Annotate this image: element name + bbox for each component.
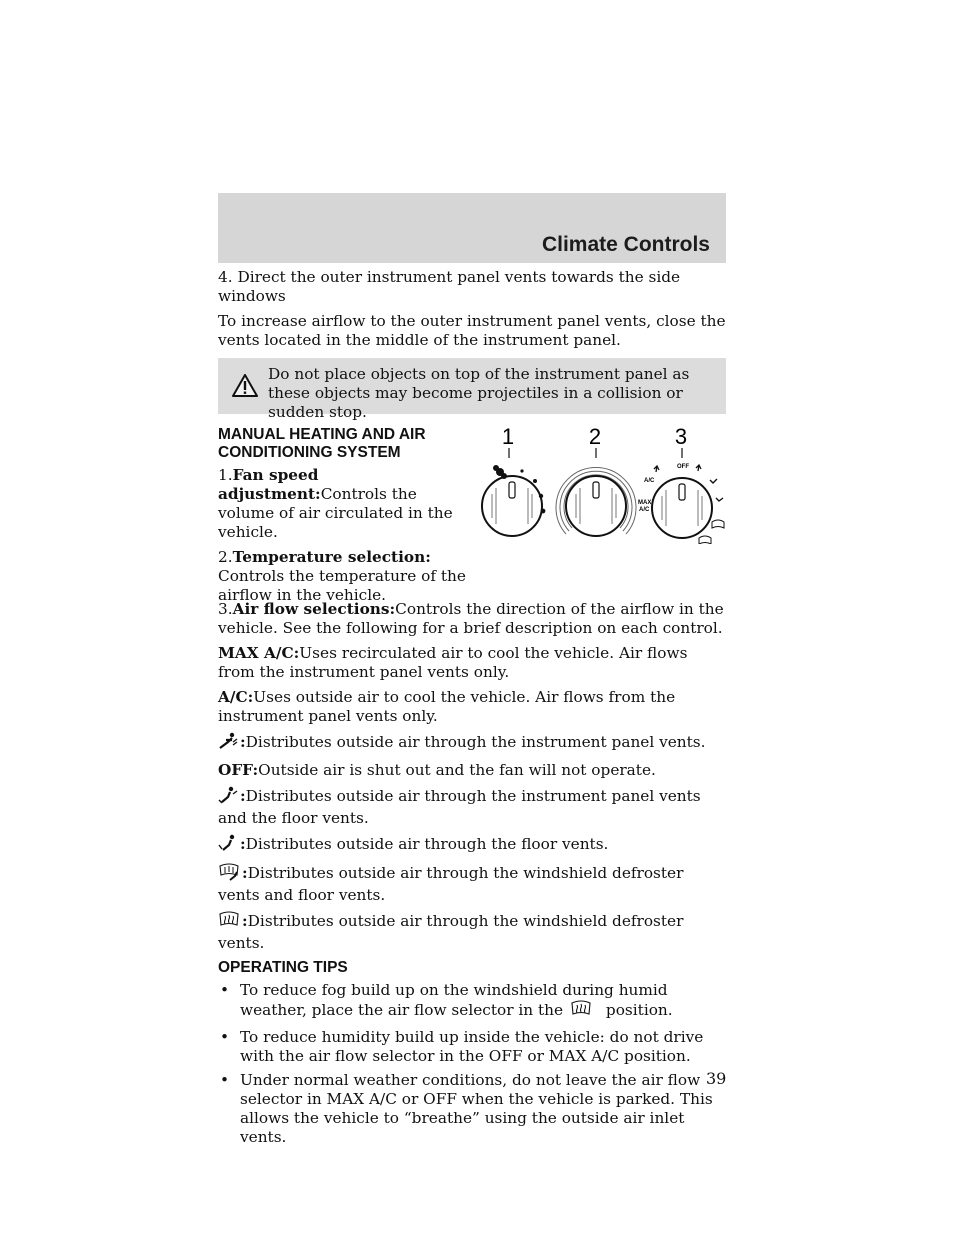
fan-icon	[493, 465, 507, 479]
warning-text: Do not place objects on top of the instrument panel as these objects may become projectiles in a collision or sudden stop.	[268, 365, 690, 421]
knob-callout-2	[589, 424, 601, 458]
mode-panel-floor: :Distributes outside air through the instrument panel vents and the floor vents.	[218, 787, 701, 827]
section-header-band	[218, 193, 726, 263]
tip-item-1: • To reduce fog build up on the windshield during humid weather, place the air flow selector in the position.	[218, 981, 726, 1023]
control-item-2: 2.Temperature selection: Controls the temperature of the airflow in the vehicle.	[218, 548, 466, 604]
warning-triangle-icon	[232, 374, 258, 401]
airflow-selector-knob	[638, 464, 724, 544]
svg-text:3: 3	[674, 424, 688, 449]
floor-vent-icon	[218, 834, 238, 857]
bullet-icon: •	[220, 1071, 230, 1089]
mode-max-ac: MAX A/C:Uses recirculated air to cool the vehicle. Air flows from the instrument panel vents only.	[218, 644, 688, 681]
operating-tips-list	[218, 981, 726, 1147]
control-item-1: 1.Fan speed adjustment:Controls the volume of air circulated in the vehicle.	[218, 466, 453, 541]
tip-item-2: • To reduce humidity build up inside the vehicle: do not drive with the air flow selector in the OFF or MAX A/C position.	[220, 1028, 704, 1065]
bullet-icon: •	[220, 1028, 230, 1046]
mode-panel: :Distributes outside air through the instrument panel vents.	[218, 732, 726, 755]
svg-text:2: 2	[588, 424, 602, 449]
mode-defrost: :Distributes outside air through the windshield defroster vents.	[218, 912, 684, 952]
defrost-floor-icon	[218, 863, 240, 886]
svg-text:1: 1	[501, 424, 515, 449]
manual-system-block	[218, 426, 726, 614]
operating-tips-heading: OPERATING TIPS	[218, 959, 348, 976]
mode-floor: :Distributes outside air through the floor vents.	[218, 834, 726, 857]
knob-callout-3	[675, 424, 687, 458]
section-title: Climate Controls	[541, 233, 710, 256]
tip-item-3: • Under normal weather conditions, do not leave the air flow selector in MAX A/C or OFF when the vehicle is parked. This allows the vehicle to “breathe” using the outside air inlet vents.	[220, 1071, 713, 1146]
page-content	[218, 268, 726, 1152]
page-number: 39	[706, 1069, 727, 1088]
defrost-icon	[218, 911, 240, 934]
mode-defrost-floor: :Distributes outside air through the windshield defroster vents and floor vents.	[218, 864, 684, 904]
control-item-3: 3.Air flow selections:Controls the direction of the airflow in the vehicle. See the following for a brief description on each control.	[218, 600, 724, 637]
warning-box	[218, 358, 726, 421]
svg-text:A/C: A/C	[639, 507, 650, 513]
manual-system-heading: MANUAL HEATING AND AIR CONDITIONING SYSTEM	[218, 426, 426, 461]
airflow-tip-text: To increase airflow to the outer instrument panel vents, close the vents located in the middle of the instrument panel.	[218, 312, 726, 349]
temperature-knob	[556, 468, 636, 536]
bullet-icon: •	[220, 981, 230, 999]
operating-tips-section	[218, 959, 726, 1147]
svg-text:A/C: A/C	[644, 478, 655, 484]
panel-vent-icon	[218, 732, 238, 755]
svg-text:OFF: OFF	[677, 464, 689, 470]
mode-ac: A/C:Uses outside air to cool the vehicle. Air flows from the instrument panel vents only.	[218, 688, 676, 725]
manual-system-text	[218, 426, 468, 611]
climate-control-knobs-illustration	[478, 424, 728, 544]
knob-callout-1	[502, 424, 514, 458]
panel-floor-vent-icon	[218, 786, 238, 809]
step-4-text: 4. Direct the outer instrument panel vents towards the side windows	[218, 268, 681, 305]
defrost-icon	[570, 1000, 592, 1023]
svg-text:MAX: MAX	[638, 500, 652, 506]
mode-off: OFF:Outside air is shut out and the fan will not operate.	[218, 761, 656, 779]
fan-speed-knob	[482, 469, 545, 536]
